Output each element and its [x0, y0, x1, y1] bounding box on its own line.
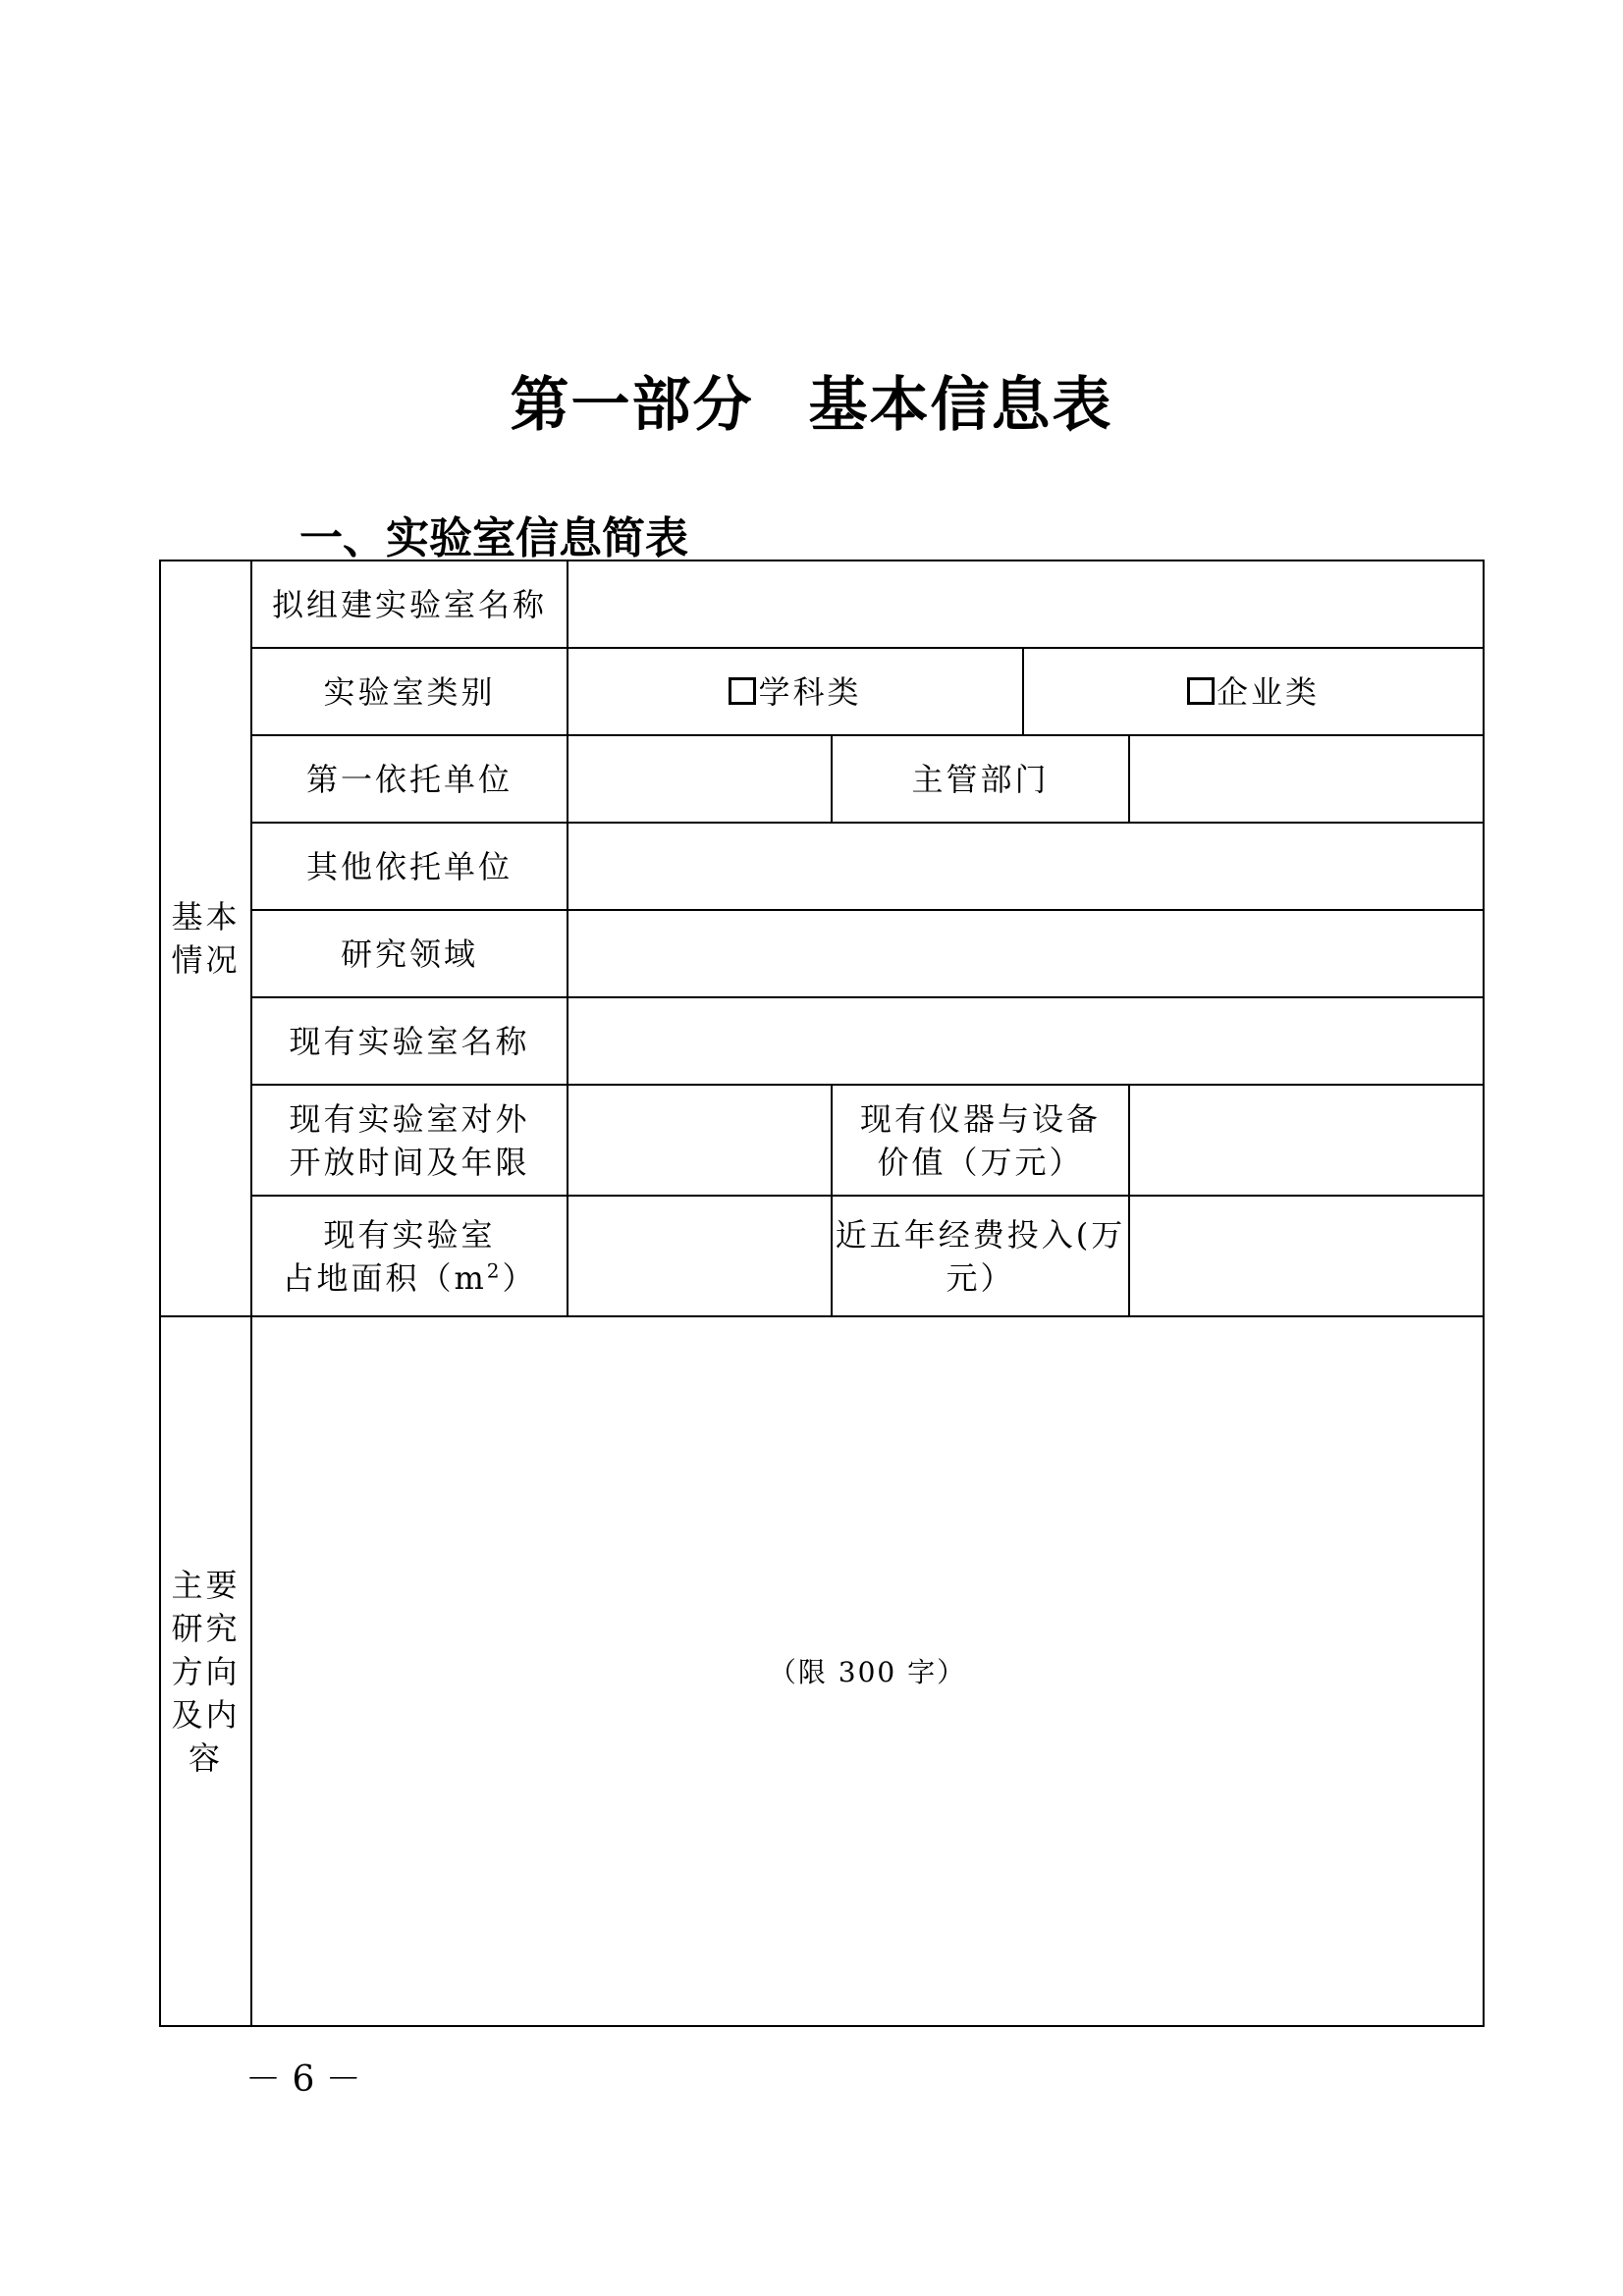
lab-area-label: 现有实验室 占地面积$(m^2)$ — [251, 1196, 568, 1316]
section-subtitle: 一、实验室信息简表 — [299, 513, 688, 563]
research-content-field[interactable] — [251, 1316, 1484, 2026]
open-time-label: 现有实验室对外 开放时间及年限 — [251, 1085, 568, 1196]
lab-info-table — [159, 560, 1485, 2027]
first-unit-label: 第一依托单位 — [251, 735, 568, 823]
discipline-checkbox[interactable] — [729, 677, 756, 705]
supervisor-label: 主管部门 — [832, 735, 1129, 823]
research-field-field[interactable] — [568, 910, 1484, 997]
funding-field[interactable] — [1129, 1196, 1484, 1316]
lab-category-label: 实验室类别 — [251, 648, 568, 735]
basic-info-section-label: 基本 情况 — [160, 561, 251, 1316]
option-discipline[interactable]: 学科类 — [568, 648, 1023, 735]
equipment-value-field[interactable] — [1129, 1085, 1484, 1196]
other-units-label: 其他依托单位 — [251, 823, 568, 910]
lab-name-label: 拟组建实验室名称 — [251, 561, 568, 648]
equipment-value-label: 现有仪器与设备 价值（万元） — [832, 1085, 1129, 1196]
option-enterprise[interactable]: 企业类 — [1023, 648, 1484, 735]
first-unit-field[interactable] — [568, 735, 832, 823]
research-direction-section-label: 主要 研究 方向 及内 容 — [160, 1316, 251, 2026]
enterprise-checkbox[interactable] — [1187, 677, 1215, 705]
open-time-field[interactable] — [568, 1085, 832, 1196]
existing-lab-name-field[interactable] — [568, 997, 1484, 1085]
lab-area-field[interactable] — [568, 1196, 832, 1316]
funding-label: 近五年经费投入(万 元） — [832, 1196, 1129, 1316]
supervisor-field[interactable] — [1129, 735, 1484, 823]
page-number: － 6 － — [245, 2059, 361, 2100]
existing-lab-name-label: 现有实验室名称 — [251, 997, 568, 1085]
word-limit-hint: （限 300 字） — [768, 1655, 967, 1688]
lab-name-field[interactable] — [568, 561, 1484, 648]
page-title: 第一部分 基本信息表 — [510, 371, 1113, 440]
research-field-label: 研究领域 — [251, 910, 568, 997]
other-units-field[interactable] — [568, 823, 1484, 910]
